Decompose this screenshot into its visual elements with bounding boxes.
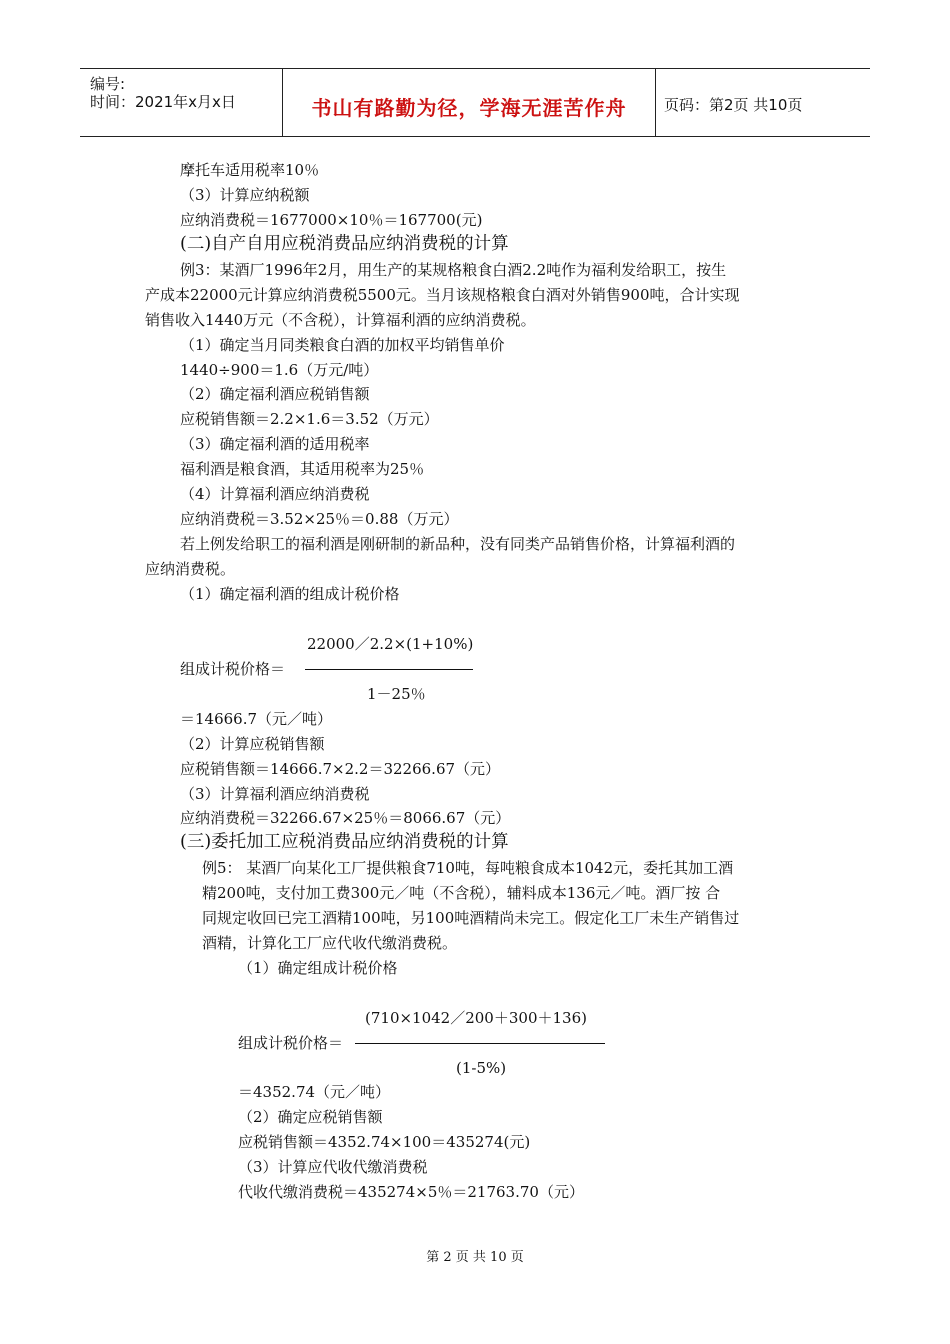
formula-2-denominator: (1-5%) — [456, 1059, 507, 1077]
text-line: 同规定收回已完工酒精100吨，另100吨酒精尚未完工。假定化工厂未生产销售过 — [202, 909, 740, 927]
text-line: ＝4352.74（元／吨） — [238, 1083, 391, 1101]
text-line: （4）计算福利酒应纳消费税 — [180, 485, 370, 503]
text-line: （2）确定福利酒应税销售额 — [180, 385, 370, 403]
text-line: （3）确定福利酒的适用税率 — [180, 435, 370, 453]
text-line: 销售收入1440万元（不含税），计算福利酒的应纳消费税。 — [145, 311, 536, 329]
header-motto: 书山有路勤为径，学海无涯苦作舟 — [311, 96, 627, 120]
text-line: 代收代缴消费税＝435274×5％＝21763.70（元） — [238, 1183, 584, 1201]
formula-2-fraction-bar — [355, 1043, 605, 1044]
doc-number-label: 编号: — [90, 75, 126, 93]
text-line: 产成本22000元计算应纳消费税5500元。当月该规格粮食白酒对外销售900吨，合计实现 — [145, 286, 740, 304]
header-motto-cell — [283, 69, 656, 136]
text-line: （2）计算应税销售额 — [180, 735, 325, 753]
formula-1-numerator: 22000／2.2×(1+10%) — [307, 635, 474, 653]
text-line: 若上例发给职工的福利酒是刚研制的新品种，没有同类产品销售价格，计算福利酒的 — [180, 535, 736, 553]
section-heading: (三)委托加工应税消费品应纳消费税的计算 — [180, 832, 509, 852]
text-line: 摩托车适用税率10％ — [180, 161, 320, 179]
text-line: （3）计算福利酒应纳消费税 — [180, 785, 370, 803]
section-heading: (二)自产自用应税消费品应纳消费税的计算 — [180, 234, 509, 254]
text-line: （3）计算应纳税额 — [180, 186, 310, 204]
text-line: 酒精，计算化工厂应代收代缴消费税。 — [202, 934, 458, 952]
text-line: 例5： 某酒厂向某化工厂提供粮食710吨，每吨粮食成本1042元，委托其加工酒 — [202, 859, 734, 877]
text-line: （2）确定应税销售额 — [238, 1108, 383, 1126]
page-header — [80, 68, 870, 137]
formula-1-denominator: 1－25％ — [367, 685, 426, 703]
page-footer: 第 2 页 共 10 页 — [426, 1250, 524, 1265]
header-info-cell — [80, 69, 283, 136]
text-line: 应纳消费税＝32266.67×25％＝8066.67（元） — [180, 809, 511, 827]
header-page-cell — [656, 69, 870, 136]
text-line: （1）确定福利酒的组成计税价格 — [180, 585, 400, 603]
text-line: 福利酒是粮食酒，其适用税率为25％ — [180, 460, 425, 478]
text-line: 应纳消费税。 — [145, 560, 236, 578]
formula-1-fraction-bar — [305, 669, 473, 670]
text-line: 应纳消费税＝1677000×10％＝167700(元) — [180, 211, 483, 229]
text-line: （1）确定组成计税价格 — [238, 959, 398, 977]
text-line: 1440÷900＝1.6（万元/吨） — [180, 361, 379, 379]
text-line: 应纳消费税＝3.52×25％＝0.88（万元） — [180, 510, 459, 528]
text-line: 应税销售额＝4352.74×100＝435274(元) — [238, 1133, 531, 1151]
formula-2-numerator: (710×1042／200＋300＋136) — [365, 1009, 587, 1027]
header-page-number: 页码：第2页 共10页 — [664, 96, 803, 114]
text-line: 例3：某酒厂1996年2月，用生产的某规格粮食白酒2.2吨作为福利发给职工，按生 — [180, 261, 727, 279]
text-line: ＝14666.7（元／吨） — [180, 710, 333, 728]
text-line: 应税销售额＝2.2×1.6＝3.52（万元） — [180, 410, 439, 428]
text-line: （3）计算应代收代缴消费税 — [238, 1158, 428, 1176]
formula-1-label: 组成计税价格＝ — [180, 660, 286, 678]
doc-date: 时间：2021年x月x日 — [90, 93, 236, 111]
text-line: 应税销售额＝14666.7×2.2＝32266.67（元） — [180, 760, 501, 778]
formula-2-label: 组成计税价格＝ — [238, 1034, 344, 1052]
text-line: （1）确定当月同类粮食白酒的加权平均销售单价 — [180, 336, 505, 354]
text-line: 精200吨，支付加工费300元／吨（不含税），辅料成本136元／吨。酒厂按 合 — [202, 884, 721, 902]
